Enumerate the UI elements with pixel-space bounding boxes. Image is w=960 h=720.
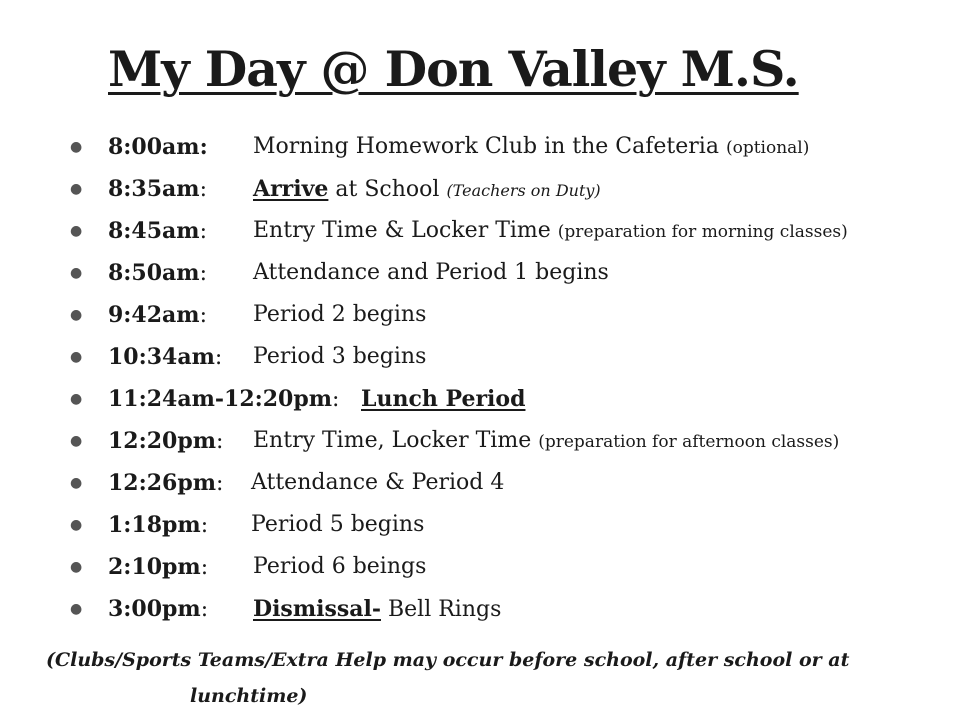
schedule-item xyxy=(0,210,960,252)
time-value: 12:26pm xyxy=(108,470,217,496)
schedule-activity xyxy=(361,378,525,421)
activity-text: Period 2 begins xyxy=(253,302,427,327)
bullet-icon: ● xyxy=(70,475,83,491)
schedule-time xyxy=(108,210,207,253)
activity-highlight: Lunch Period xyxy=(361,386,526,412)
time-value: 8:45am xyxy=(108,218,200,244)
schedule-activity xyxy=(253,588,501,631)
time-value: 8:35am xyxy=(108,176,200,202)
time-value: 3:00pm xyxy=(108,596,201,622)
page-title: My Day @ Don Valley M.S. xyxy=(108,40,799,98)
activity-highlight: Arrive xyxy=(253,176,329,202)
schedule-time xyxy=(108,546,208,589)
time-colon: : xyxy=(200,513,209,538)
activity-text: at School xyxy=(335,177,440,202)
time-colon: : xyxy=(199,303,207,328)
schedule-item xyxy=(0,546,960,588)
time-value: 9:42am xyxy=(108,302,200,328)
bullet-icon: ● xyxy=(70,139,83,155)
schedule-activity xyxy=(253,294,426,336)
footer-note-line1: (Clubs/Sports Teams/Extra Help may occur before school, after school or at xyxy=(46,649,850,671)
schedule-time xyxy=(108,336,222,379)
activity-note: (optional) xyxy=(725,138,810,158)
schedule-activity xyxy=(253,126,809,169)
schedule-time xyxy=(108,420,223,463)
activity-text: Attendance and Period 1 begins xyxy=(253,260,609,285)
bullet-icon: ● xyxy=(70,181,83,197)
bullet-icon: ● xyxy=(70,265,83,281)
bullet-icon: ● xyxy=(70,433,83,449)
activity-text: Bell Rings xyxy=(387,597,502,622)
time-colon: : xyxy=(214,345,223,370)
activity-note: (Teachers on Duty) xyxy=(446,181,601,200)
time-value: 8:50am xyxy=(108,260,200,286)
footer-note-word: lunchtime xyxy=(190,685,299,707)
schedule-activity xyxy=(253,420,839,463)
schedule-item xyxy=(0,588,960,630)
activity-text: Attendance & Period 4 xyxy=(251,470,505,495)
time-colon: : xyxy=(200,597,209,622)
activity-text: Period 3 begins xyxy=(253,344,427,369)
bullet-icon: ● xyxy=(70,601,83,617)
time-value: 12:20pm xyxy=(108,428,217,454)
time-value: 10:34am xyxy=(108,344,215,370)
time-colon: : xyxy=(199,219,207,244)
time-colon: : xyxy=(216,429,224,454)
bullet-icon: ● xyxy=(70,391,83,407)
schedule-time: 8:00am: xyxy=(108,134,208,160)
schedule-time xyxy=(108,294,207,337)
schedule-item xyxy=(0,294,960,336)
schedule-item xyxy=(0,168,960,210)
schedule-item xyxy=(0,252,960,294)
time-value: 2:10pm xyxy=(108,554,201,580)
footer-note-close: ) xyxy=(298,685,308,707)
schedule-activity xyxy=(251,504,424,546)
schedule-activity xyxy=(251,462,504,504)
activity-text: Period 5 begins xyxy=(251,512,425,537)
schedule-time xyxy=(108,588,208,631)
schedule-time xyxy=(108,504,208,547)
schedule-item xyxy=(0,336,960,378)
time-value: 11:24am-12:20pm xyxy=(108,386,333,412)
time-colon: : xyxy=(216,471,224,496)
activity-note: (preparation for morning classes) xyxy=(557,222,848,242)
schedule-item xyxy=(0,462,960,504)
bullet-icon: ● xyxy=(70,307,83,323)
schedule-item xyxy=(0,504,960,546)
time-colon: : xyxy=(199,261,207,286)
bullet-icon: ● xyxy=(70,559,83,575)
bullet-icon: ● xyxy=(70,223,83,239)
activity-text: Morning Homework Club in the Cafeteria xyxy=(253,134,719,159)
footer-note-line2 xyxy=(190,678,307,714)
activity-text: Entry Time, Locker Time xyxy=(253,428,532,453)
schedule-time xyxy=(108,252,207,295)
schedule-activity xyxy=(253,168,601,212)
schedule-time xyxy=(108,462,223,505)
activity-text: Entry Time & Locker Time xyxy=(253,218,551,243)
time-colon: : xyxy=(199,177,207,202)
time-value: 1:18pm xyxy=(108,512,201,538)
bullet-icon: ● xyxy=(70,349,83,365)
schedule-item xyxy=(0,378,960,420)
schedule-list xyxy=(0,126,960,630)
schedule-item xyxy=(0,420,960,462)
schedule-activity xyxy=(253,546,426,588)
activity-text: Period 6 beings xyxy=(253,554,427,579)
bullet-icon: ● xyxy=(70,517,83,533)
schedule-activity xyxy=(253,210,848,253)
schedule-time xyxy=(108,168,207,211)
activity-note: (preparation for afternoon classes) xyxy=(538,432,840,452)
schedule-activity xyxy=(253,252,609,294)
time-colon: : xyxy=(332,387,340,412)
schedule-activity xyxy=(253,336,426,378)
activity-highlight: Dismissal- xyxy=(253,596,381,622)
time-colon: : xyxy=(200,555,209,580)
schedule-time xyxy=(108,378,339,421)
schedule-item xyxy=(0,126,960,168)
